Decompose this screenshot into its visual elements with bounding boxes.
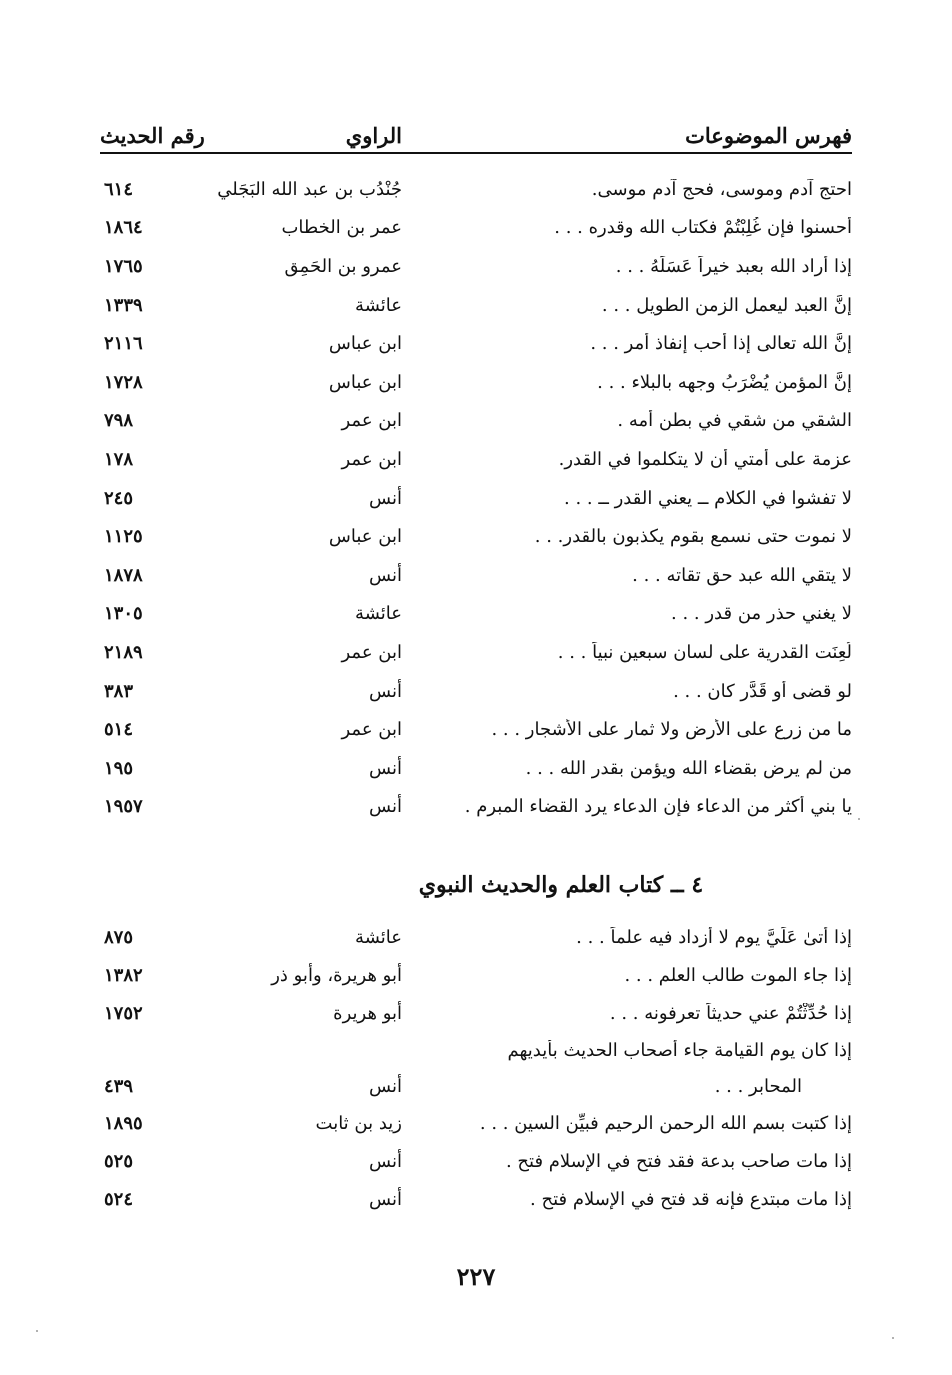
index-row — [100, 672, 852, 711]
hadith-number: ١٩٥٧ — [104, 796, 143, 818]
hadith-number: ١٣٠٥ — [104, 603, 143, 625]
hadith-number: ٥٢٥ — [104, 1150, 134, 1172]
index-row — [100, 710, 852, 749]
hadith-opening: إذا مات صاحب بدعة فقد فتح في الإسلام فتح . — [505, 1150, 852, 1172]
index-header — [100, 110, 852, 148]
hadith-number: ١١٢٥ — [104, 526, 143, 548]
index-row — [100, 440, 852, 479]
narrator: جُنْدُب بن عبد الله البَجَلي — [217, 178, 402, 200]
narrator: عائشة — [355, 603, 402, 625]
hadith-opening: لا يغني حذر من قدر . . . — [671, 603, 852, 625]
hadith-number: ٨٧٥ — [104, 926, 134, 948]
narrator: أنس — [369, 1188, 402, 1210]
narrator-column-header: الراوي — [345, 123, 402, 148]
narrator: ابن عباس — [328, 371, 402, 393]
hadith-opening: إذا جاء الموت طالب العلم . . . — [624, 964, 852, 986]
hadith-opening: عزمة على أمتي أن لا يتكلموا في القدر. — [558, 448, 852, 470]
index-row — [100, 1180, 852, 1218]
hadith-opening: المحابر . . . — [714, 1075, 802, 1097]
hadith-number-column-header: رقم الحديث — [100, 123, 205, 148]
hadith-opening: إذا أراد الله بعبد خيراً عَسَلَهُ . . . — [615, 255, 852, 277]
narrator: ابن عمر — [341, 719, 402, 741]
index-row — [100, 556, 852, 595]
index-row — [100, 633, 852, 672]
narrator: عمر بن الخطاب — [281, 217, 402, 239]
hadith-opening: ما من زرع على الأرض ولا ثمار على الأشجار . . . — [491, 719, 852, 741]
narrator: ابن عمر — [341, 410, 402, 432]
index-row — [100, 170, 852, 209]
hadith-opening: إذا كتبت بسم الله الرحمن الرحيم فبيِّن السين . . . — [479, 1112, 852, 1134]
hadith-opening: إنَّ العبد ليعمل الزمن الطويل . . . — [601, 294, 852, 316]
hadith-number: ٧٩٨ — [104, 410, 134, 432]
scan-speck — [892, 1337, 894, 1339]
hadith-opening: إذا أتىٰ عَلَيَّ يوم لا أزداد فيه علماً . . . — [576, 926, 852, 948]
index-row — [100, 1142, 852, 1180]
hadith-opening: إذا حُدِّثْتُمْ عني حديثاً تعرفونه . . . — [609, 1002, 852, 1024]
hadith-index-list-section-4 — [100, 918, 852, 1218]
hadith-number: ٥٢٤ — [104, 1188, 134, 1210]
hadith-number: ١٨٩٥ — [104, 1112, 143, 1134]
hadith-index-list-section-3 — [100, 170, 852, 826]
narrator: أنس — [369, 680, 402, 702]
scan-speck — [36, 1330, 38, 1332]
hadith-number: ١٧٦٥ — [104, 255, 143, 277]
hadith-opening: إذا كان يوم القيامة جاء أصحاب الحديث بأيديهم — [507, 1039, 852, 1061]
narrator: أبو هريرة — [333, 1002, 402, 1024]
narrator: زيد بن ثابت — [315, 1112, 402, 1134]
index-row — [100, 1068, 852, 1104]
page-number: ٢٢٧ — [456, 1262, 496, 1291]
narrator: أنس — [369, 757, 402, 779]
header-divider — [100, 152, 852, 154]
section-title: ٤ ــ كتاب العلم والحديث النبوي — [418, 872, 704, 898]
index-row — [100, 247, 852, 286]
hadith-opening: لا تفشوا في الكلام ــ يعني القدر ــ . . . — [564, 487, 852, 509]
narrator: أنس — [369, 1150, 402, 1172]
index-row — [100, 286, 852, 325]
scan-speck — [858, 818, 860, 820]
hadith-number: ١٧٢٨ — [104, 371, 143, 393]
index-row — [100, 788, 852, 827]
index-row — [100, 1032, 852, 1068]
hadith-opening: يا بني أكثر من الدعاء فإن الدعاء يرد القضاء المبرم . — [464, 796, 852, 818]
hadith-opening: احتج آدم وموسى، فحج آدم موسى. — [591, 178, 852, 200]
index-row — [100, 517, 852, 556]
hadith-number: ٢١١٦ — [104, 333, 143, 355]
hadith-opening: إذا مات مبتدع فإنه قد فتح في الإسلام فتح . — [530, 1188, 852, 1210]
hadith-number: ٢١٨٩ — [104, 641, 143, 663]
hadith-number: ٥١٤ — [104, 719, 134, 741]
index-row — [100, 994, 852, 1032]
index-row — [100, 324, 852, 363]
hadith-opening: لُعِنَت القدرية على لسان سبعين نبياً . . . — [557, 641, 852, 663]
hadith-number: ١٧٨ — [104, 448, 134, 470]
hadith-opening: إنَّ الله تعالى إذا أحب إنفاذ أمر . . . — [590, 333, 852, 355]
narrator: ابن عباس — [328, 333, 402, 355]
hadith-opening: لا يتقي الله عبد حق تقاته . . . — [632, 564, 852, 586]
hadith-number: ١٨٦٤ — [104, 217, 143, 239]
narrator: أنس — [369, 1075, 402, 1097]
hadith-number: ٤٣٩ — [104, 1075, 134, 1097]
narrator: أنس — [369, 564, 402, 586]
narrator: ابن عباس — [328, 526, 402, 548]
hadith-number: ١٨٧٨ — [104, 564, 143, 586]
hadith-opening: من لم يرض بقضاء الله ويؤمن بقدر الله . . . — [525, 757, 852, 779]
narrator: عائشة — [355, 294, 402, 316]
hadith-opening: أحسنوا فإن غُلِبْتُمْ فكتاب الله وقدره . . . — [554, 217, 852, 239]
hadith-opening: الشقي من شقي في بطن أمه . — [617, 410, 852, 432]
index-row — [100, 1104, 852, 1142]
hadith-number: ١٩٥ — [104, 757, 134, 779]
index-row — [100, 595, 852, 634]
index-row — [100, 918, 852, 956]
topics-column-header: فهرس الموضوعات — [685, 123, 852, 148]
index-row — [100, 209, 852, 248]
hadith-number: ١٧٥٢ — [104, 1002, 143, 1024]
narrator: ابن عمر — [341, 641, 402, 663]
narrator: أبو هريرة، وأبو ذر — [271, 964, 402, 986]
hadith-number: ٣٨٣ — [104, 680, 134, 702]
index-row — [100, 749, 852, 788]
hadith-opening: لا نموت حتى نسمع بقوم يكذبون بالقدر. . . — [534, 526, 852, 548]
narrator: عائشة — [355, 926, 402, 948]
index-row — [100, 402, 852, 441]
hadith-number: ١٣٣٩ — [104, 294, 143, 316]
hadith-number: ١٣٨٢ — [104, 964, 143, 986]
narrator: عمرو بن الحَمِق — [284, 255, 402, 277]
index-row — [100, 956, 852, 994]
narrator: أنس — [369, 487, 402, 509]
hadith-number: ٢٤٥ — [104, 487, 134, 509]
hadith-opening: لو قضى أو قَدَّر كان . . . — [673, 680, 852, 702]
hadith-opening: إنَّ المؤمن يُضْرَبُ وجهه بالبلاء . . . — [597, 371, 852, 393]
index-row — [100, 479, 852, 518]
index-row — [100, 363, 852, 402]
hadith-number: ٦١٤ — [104, 178, 134, 200]
narrator: أنس — [369, 796, 402, 818]
narrator: ابن عمر — [341, 448, 402, 470]
